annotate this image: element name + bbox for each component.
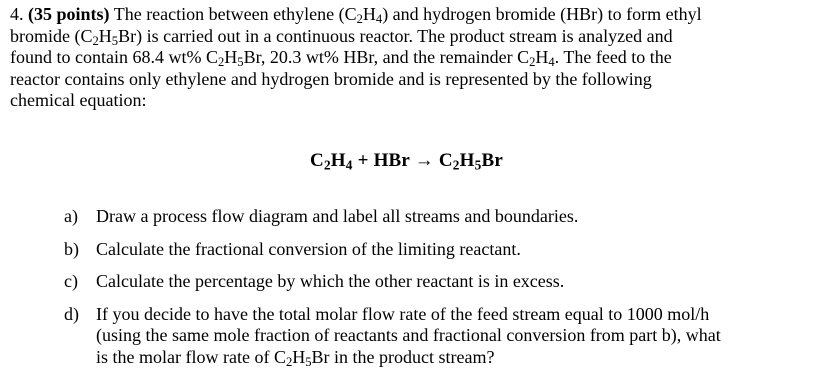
part-d-line-1: If you decide to have the total molar flow rate of the feed stream equal to 1000 mol/h (96, 303, 710, 324)
part-d-text: H (292, 346, 306, 367)
equation-text: C (310, 150, 324, 171)
subscript: 2 (217, 55, 225, 70)
subscript: 5 (474, 157, 482, 173)
problem-text-3d: H (535, 47, 549, 67)
problem-text-3e: . The feed to the (554, 47, 672, 67)
part-letter: d) (64, 303, 79, 324)
question-part-a (64, 206, 799, 228)
part-text: Calculate the fractional conversion of the limiting reactant. (96, 238, 521, 259)
problem-points: (35 points) (28, 4, 110, 24)
problem-text-1b: H (362, 4, 376, 24)
problem-line-4: reactor contains only ethylene and hydrogen bromide and is represented by the following (10, 68, 652, 89)
arrow-icon: → (414, 150, 434, 171)
subscript: 2 (92, 33, 99, 48)
subscript: 4 (375, 12, 383, 27)
equation-text: H (330, 150, 346, 171)
question-part-d (64, 304, 799, 369)
question-part-b (64, 239, 799, 261)
part-text: Draw a process flow diagram and label all streams and boundaries. (96, 206, 579, 226)
part-d-line-3 (96, 347, 799, 369)
part-letter: a) (64, 206, 78, 226)
problem-line-1 (10, 4, 800, 26)
problem-line-3 (10, 47, 800, 69)
subscript: 2 (323, 157, 331, 173)
question-parts-list (64, 206, 799, 379)
subscript: 5 (111, 33, 119, 48)
part-d-text: is the molar flow rate of C (96, 346, 286, 367)
subscript: 2 (356, 12, 363, 27)
problem-text-2a: bromide (C (10, 25, 93, 46)
part-text: Calculate the percentage by which the other reactant is in excess. (96, 271, 565, 291)
subscript: 4 (548, 55, 555, 70)
part-d-line-2: (using the same mole fraction of reactants and fractional conversion from part b), what (96, 325, 721, 345)
subscript: 4 (345, 157, 353, 173)
problem-text-1a: The reaction between ethylene (C (113, 4, 357, 24)
problem-number: 4. (10, 4, 24, 24)
subscript: 5 (305, 354, 312, 369)
equation-text: C (433, 150, 453, 171)
problem-text-2c: Br) is carried out in a continuous reactor. The product stream is analyzed and (118, 25, 673, 46)
equation-text: + HBr (352, 150, 415, 171)
part-d-text: Br in the product stream? (311, 346, 495, 367)
subscript: 2 (285, 354, 293, 369)
problem-statement (10, 4, 800, 112)
problem-text-3b: H (224, 47, 238, 67)
chemical-equation (0, 150, 813, 172)
problem-text-1c: ) and hydrogen bromide (HBr) to form ethyl (382, 4, 702, 24)
subscript: 2 (452, 157, 460, 173)
part-text (96, 304, 799, 369)
problem-text-3c: Br, 20.3 wt% HBr, and the remainder C (243, 47, 530, 67)
equation-text: H (459, 150, 475, 171)
subscript: 2 (529, 55, 536, 70)
problem-text-3a: found to contain 68.4 wt% C (10, 47, 218, 67)
subscript: 5 (237, 55, 244, 70)
equation-text: Br (481, 150, 503, 171)
question-part-c (64, 271, 799, 293)
problem-text-2b: H (98, 25, 112, 46)
problem-line-2 (10, 26, 800, 48)
problem-line-5: chemical equation: (10, 90, 147, 110)
part-letter: c) (64, 271, 78, 291)
part-letter: b) (64, 238, 79, 259)
